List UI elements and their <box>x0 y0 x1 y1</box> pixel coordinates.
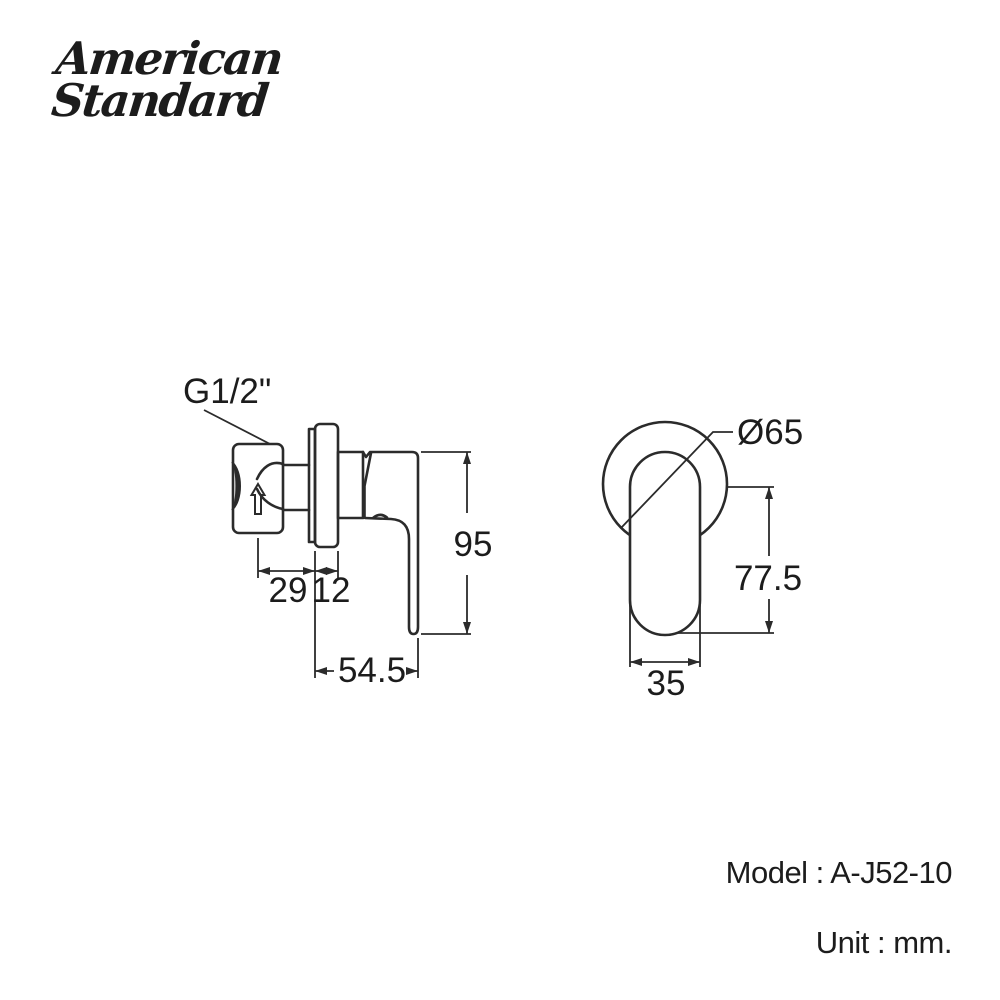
side-view <box>183 372 492 690</box>
dimension-height-95 <box>421 452 492 634</box>
thread-size-label: G1/2" <box>183 372 272 411</box>
dim95-label: 95 <box>453 525 493 564</box>
cartridge-housing <box>338 452 363 518</box>
dim545-arrow-right <box>406 667 418 675</box>
dimension-29-12 <box>258 538 350 678</box>
dim95-arrow-down <box>463 622 471 634</box>
escutcheon-side <box>315 424 338 547</box>
dim12-label: 12 <box>311 571 351 610</box>
dim95-arrow-up <box>463 452 471 464</box>
model-label: Model : A-J52-10 <box>725 855 952 890</box>
brand-logo-line2: Standard <box>49 73 270 127</box>
handle-side-outline <box>363 452 418 634</box>
dim35-label: 35 <box>646 664 686 703</box>
dim775-arrow-down <box>765 621 773 633</box>
handle-head-edge <box>365 453 372 517</box>
dim545-label: 54.5 <box>337 651 407 690</box>
dim775-arrow-up <box>765 487 773 499</box>
body-inner-curve-upper <box>257 463 283 479</box>
diameter-label: Ø65 <box>737 413 804 452</box>
dim545-arrow-left <box>315 667 327 675</box>
dim29-label: 29 <box>268 571 308 610</box>
dim35-arrow-left <box>630 658 642 666</box>
front-view <box>603 413 803 703</box>
thread-leader-line <box>204 410 270 444</box>
dim775-label: 77.5 <box>733 559 803 598</box>
dim35-arrow-right <box>688 658 700 666</box>
dimension-54-5 <box>315 638 418 690</box>
handle-front-outline <box>630 452 700 635</box>
brand-logo-line1: American <box>53 32 285 85</box>
unit-label: Unit : mm. <box>815 925 952 960</box>
